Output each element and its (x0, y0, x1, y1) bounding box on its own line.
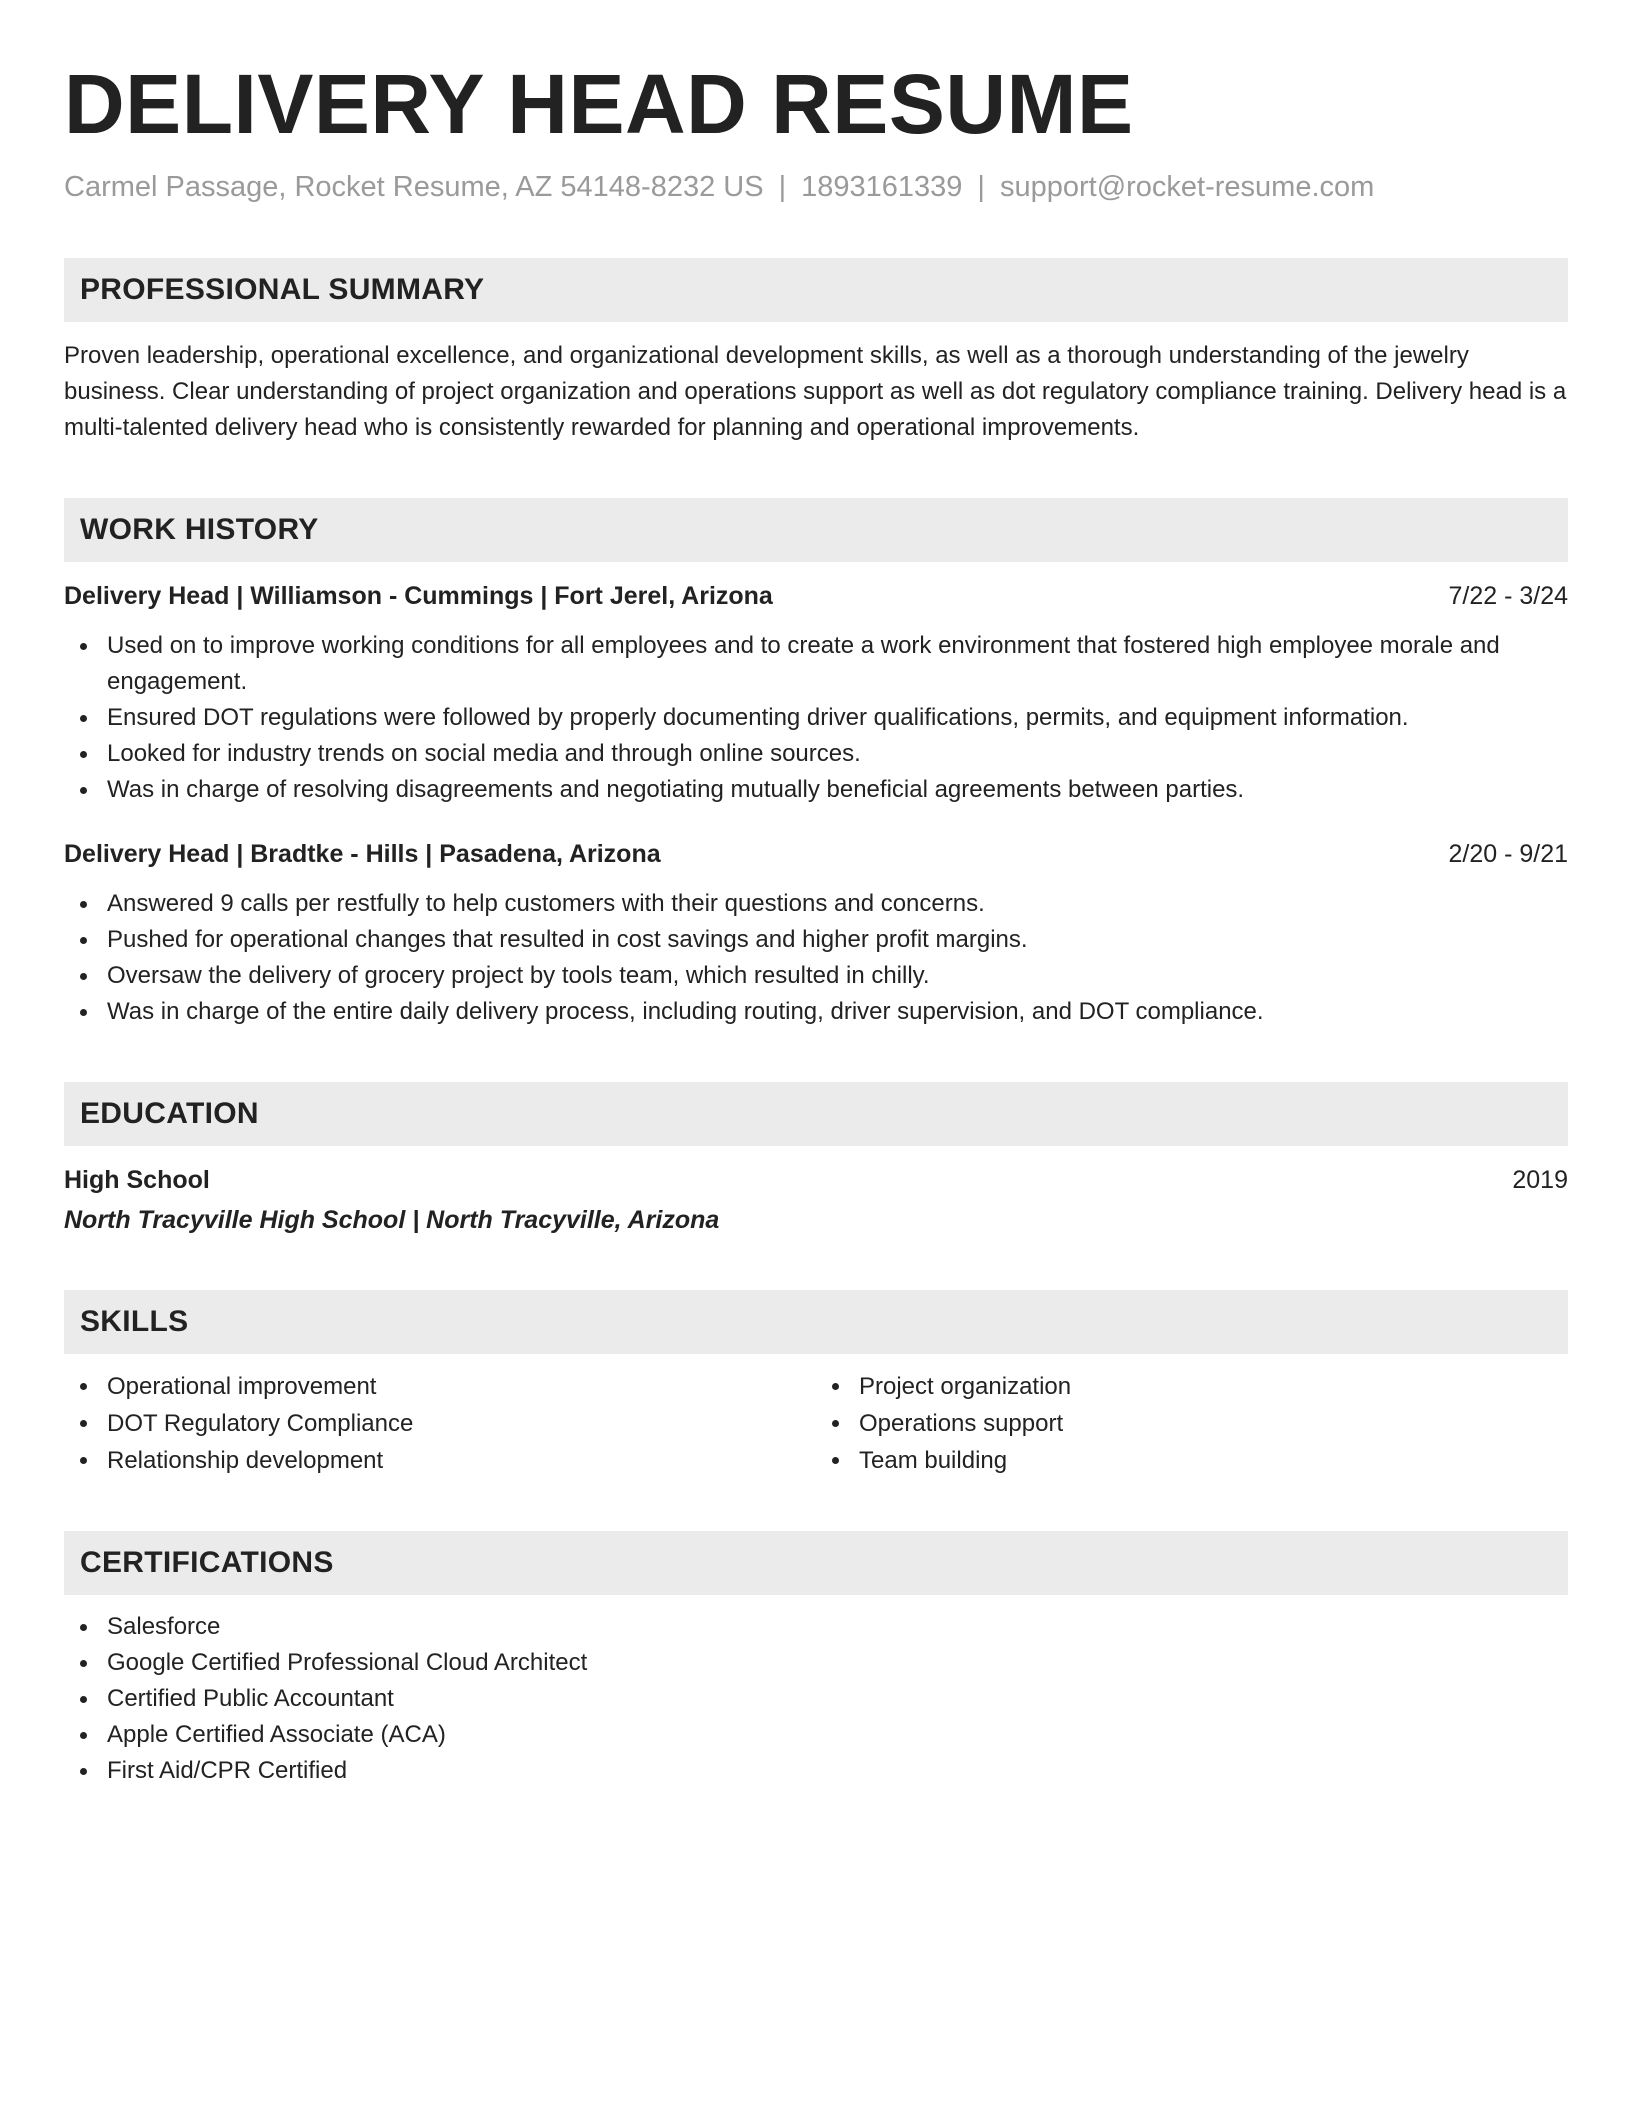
education-school: North Tracyville High School | North Tracyville, Arizona (64, 1206, 720, 1234)
section-header-summary: PROFESSIONAL SUMMARY (64, 258, 1568, 322)
job-title: Delivery Head | Williamson - Cummings | Fort Jerel, Arizona (64, 582, 773, 610)
job-bullet: Answered 9 calls per restfully to help customers with their questions and concerns. (107, 886, 1568, 922)
skill-item: Team building (859, 1442, 1568, 1479)
summary-text: Proven leadership, operational excellence, and organizational development skills, as well as a thorough understanding of the jewelry business. Clear understanding of project organization and operations support as well as dot regulatory compliance training. Delivery head is a multi-talented delivery head who is consistently rewarded for planning and operational improvements. (64, 342, 1567, 441)
job-bullet: Looked for industry trends on social media and through online sources. (107, 736, 1568, 772)
education-header (64, 1162, 1568, 1198)
skill-item: Relationship development (107, 1442, 816, 1479)
section-header-skills: SKILLS (64, 1290, 1568, 1354)
job-bullet: Ensured DOT regulations were followed by properly documenting driver qualifications, permits, and equipment information. (107, 700, 1568, 736)
education-year: 2019 (1512, 1166, 1568, 1194)
job-bullet: Oversaw the delivery of grocery project by tools team, which resulted in chilly. (107, 958, 1568, 994)
job-entry (64, 836, 1568, 1030)
job-header (64, 578, 1568, 614)
skill-item: Operational improvement (107, 1368, 816, 1405)
section-header-education: EDUCATION (64, 1082, 1568, 1146)
certification-item: Apple Certified Associate (ACA) (107, 1717, 1568, 1753)
job-bullet: Was in charge of resolving disagreements and negotiating mutually beneficial agreements between parties. (107, 772, 1568, 808)
job-dates: 2/20 - 9/21 (1448, 840, 1568, 868)
skills-column-right (816, 1368, 1568, 1479)
job-entry (64, 578, 1568, 808)
section-header-certifications: CERTIFICATIONS (64, 1531, 1568, 1595)
skill-item: Project organization (859, 1368, 1568, 1405)
contact-phone: 1893161339 (801, 171, 963, 203)
education-entry (64, 1162, 1568, 1238)
job-dates: 7/22 - 3/24 (1448, 582, 1568, 610)
certifications-list (64, 1609, 1568, 1789)
job-bullet-list (64, 628, 1568, 808)
job-bullet: Was in charge of the entire daily delivery process, including routing, driver supervision, and DOT compliance. (107, 994, 1568, 1030)
job-title: Delivery Head | Bradtke - Hills | Pasadena, Arizona (64, 840, 661, 868)
contact-email: support@rocket-resume.com (999, 171, 1375, 203)
skill-item: DOT Regulatory Compliance (107, 1405, 816, 1442)
section-header-work-history: WORK HISTORY (64, 498, 1568, 562)
job-bullet-list (64, 886, 1568, 1030)
contact-address: Carmel Passage, Rocket Resume, AZ 54148-8232 US (64, 171, 764, 203)
job-bullet: Pushed for operational changes that resulted in cost savings and higher profit margins. (107, 922, 1568, 958)
resume-title: DELIVERY HEAD RESUME (64, 57, 1134, 151)
job-bullet: Used on to improve working conditions for all employees and to create a work environment that fostered high employee morale and engagement. (107, 628, 1568, 700)
contact-line (64, 168, 1568, 206)
skills-grid (64, 1368, 1568, 1479)
certification-item: Certified Public Accountant (107, 1681, 1568, 1717)
education-degree: High School (64, 1166, 210, 1194)
certification-item: First Aid/CPR Certified (107, 1753, 1568, 1789)
skill-item: Operations support (859, 1405, 1568, 1442)
certification-item: Google Certified Professional Cloud Architect (107, 1645, 1568, 1681)
skills-column-left (64, 1368, 816, 1479)
job-header (64, 836, 1568, 872)
contact-separator: | (977, 171, 985, 203)
contact-separator: | (778, 171, 787, 203)
certification-item: Salesforce (107, 1609, 1568, 1645)
